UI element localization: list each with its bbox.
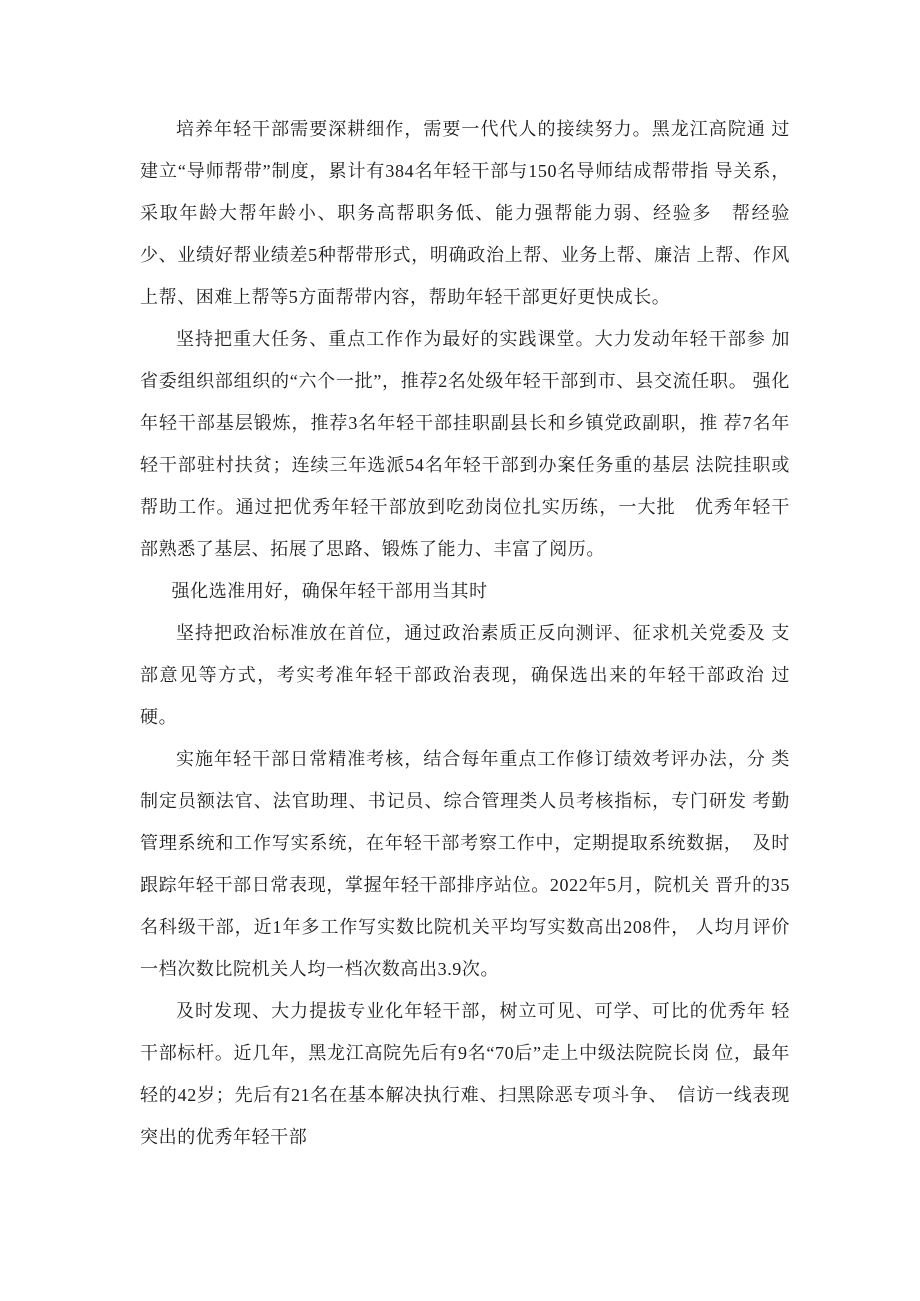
paragraph-mentor-program: 培养年轻干部需要深耕细作，需要一代代人的接续努力。黑龙江高院通 过建立“导师帮带”制度，累计有384名年轻干部与150名导师结成帮带指 导关系，采取年龄大帮年龄小、职务高帮职务低、能力强帮能力弱、经验多 帮经验少、业绩好帮业绩差5种帮带形式，明确政治上帮、业务上帮、廉洁 上帮、作风上帮、困难上帮等5方面帮带内容，帮助年轻干部更好更快成长。 [140,119,790,307]
paragraph-daily-assessment: 实施年轻干部日常精准考核，结合每年重点工作修订绩效考评办法，分 类制定员额法官、法官助理、书记员、综合管理类人员考核指标，专门研发 考勤管理系统和工作写实系统，在年轻干部考察工作中，定期提取系统数据， 及时跟踪年轻干部日常表现，掌握年轻干部排序站位。2022年5月，院机关 晋升的35名科级干部，近1年多工作写实数比院机关平均写实数高出208件， 人均月评价一档次数比院机关人均一档次数高出3.9次。 [140,749,790,979]
section-heading-selection: 强化选准用好，确保年轻干部用当其时 [171,581,488,601]
paragraph-practice-training: 坚持把重大任务、重点工作作为最好的实践课堂。大力发动年轻干部参 加省委组织部组织的“六个一批”，推荐2名处级年轻干部到市、县交流任职。 强化年轻干部基层锻炼，推荐3名年轻干部挂职副县长和乡镇党政副职，推 荐7名年轻干部驻村扶贫；连续三年选派54名年轻干部到办案任务重的基层 法院挂职或帮助工作。通过把优秀年轻干部放到吃劲岗位扎实历练，一大批 优秀年轻干部熟悉了基层、拓展了思路、锻炼了能力、丰富了阅历。 [140,329,790,559]
paragraph-promotion: 及时发现、大力提拔专业化年轻干部，树立可见、可学、可比的优秀年 轻干部标杆。近几年，黑龙江高院先后有9名“70后”走上中级法院院长岗 位，最年轻的42岁；先后有21名在基本解决执行难、扫黑除恶专项斗争、 信访一线表现突出的优秀年轻干部 [140,1001,790,1147]
paragraph-political-standard: 坚持把政治标准放在首位，通过政治素质正反向测评、征求机关党委及 支部意见等方式，考实考准年轻干部政治表现，确保选出来的年轻干部政治 过硬。 [140,623,790,727]
